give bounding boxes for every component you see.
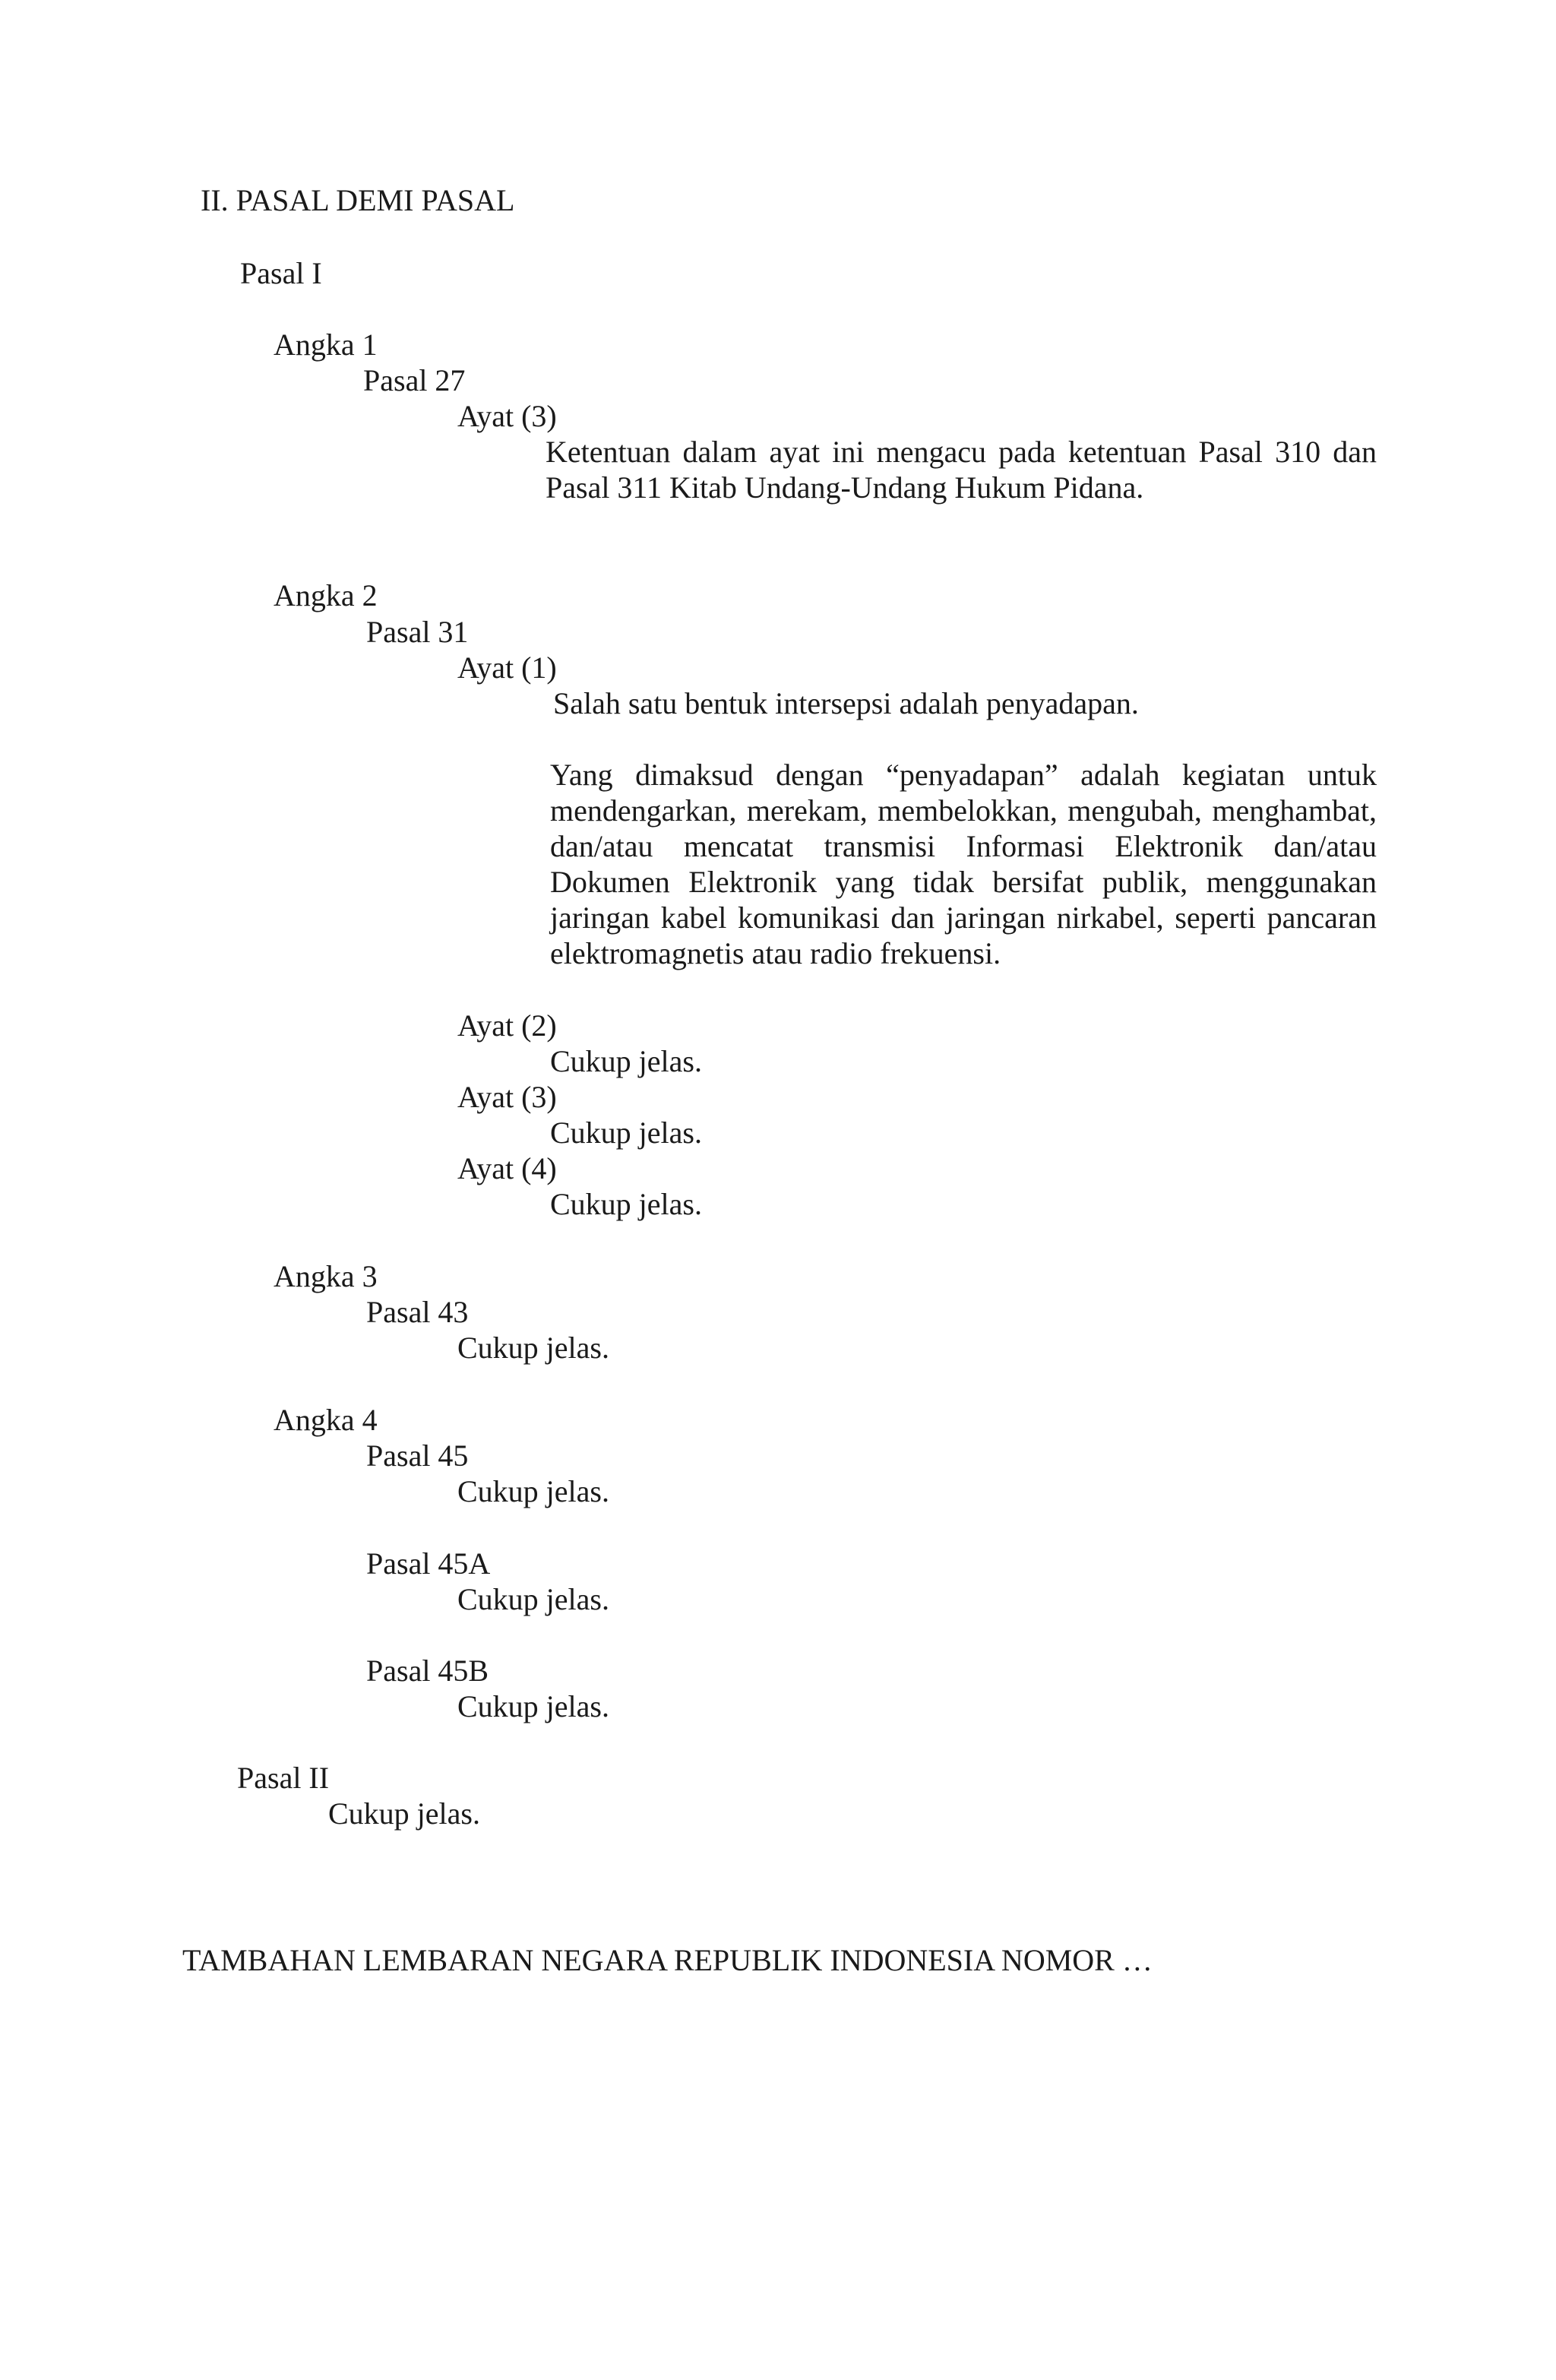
ayat-3b-label: Ayat (3) [457,1080,557,1114]
section-title: II. PASAL DEMI PASAL [201,183,515,217]
pasal-45-label: Pasal 45 [366,1438,469,1473]
pasal-31-label: Pasal 31 [366,615,469,649]
pasal-27-label: Pasal 27 [363,363,466,397]
ayat-1-text-1: Salah satu bentuk intersepsi adalah penyadapan. [553,686,1139,720]
pasal-ii-text: Cukup jelas. [328,1796,480,1831]
pasal-ii-heading: Pasal II [237,1761,330,1795]
ayat-1-label: Ayat (1) [457,650,557,685]
pasal-45b-text: Cukup jelas. [457,1689,609,1723]
pasal-45a-text: Cukup jelas. [457,1582,609,1616]
angka-4-label: Angka 4 [274,1403,378,1437]
ayat-3b-text: Cukup jelas. [550,1116,702,1150]
pasal-45a-label: Pasal 45A [366,1546,491,1581]
angka-1-label: Angka 1 [274,328,378,362]
ayat-2-text: Cukup jelas. [550,1044,702,1078]
ayat-2-label: Ayat (2) [457,1008,557,1043]
ayat-1-text-2: Yang dimaksud dengan “penyadapan” adalah kegiatan untuk mendengarkan, merekam, membelokkan, mengubah, menghambat, dan/atau mencatat transmisi Informasi Elektronik dan/atau Dokumen Elektronik yang tidak bersifat publik, menggunakan jaringan kabel komunikasi dan jaringan nirkabel, seperti pancaran elektromagnetis atau radio frekuensi. [550,758,1377,970]
ayat-4-text: Cukup jelas. [550,1187,702,1221]
ayat-3-label: Ayat (3) [457,399,557,433]
pasal-45-text: Cukup jelas. [457,1474,609,1508]
ayat-4-label: Ayat (4) [457,1151,557,1185]
pasal-i-heading: Pasal I [240,256,322,290]
pasal-43-label: Pasal 43 [366,1295,469,1329]
ayat-3-text: Ketentuan dalam ayat ini mengacu pada ketentuan Pasal 310 dan Pasal 311 Kitab Undang-Undang Hukum Pidana. [546,435,1377,505]
angka-3-label: Angka 3 [274,1259,378,1293]
angka-2-label: Angka 2 [274,578,378,612]
footer-text: TAMBAHAN LEMBARAN NEGARA REPUBLIK INDONESIA NOMOR … [182,1943,1153,1977]
pasal-45b-label: Pasal 45B [366,1654,489,1688]
pasal-43-text: Cukup jelas. [457,1331,609,1365]
